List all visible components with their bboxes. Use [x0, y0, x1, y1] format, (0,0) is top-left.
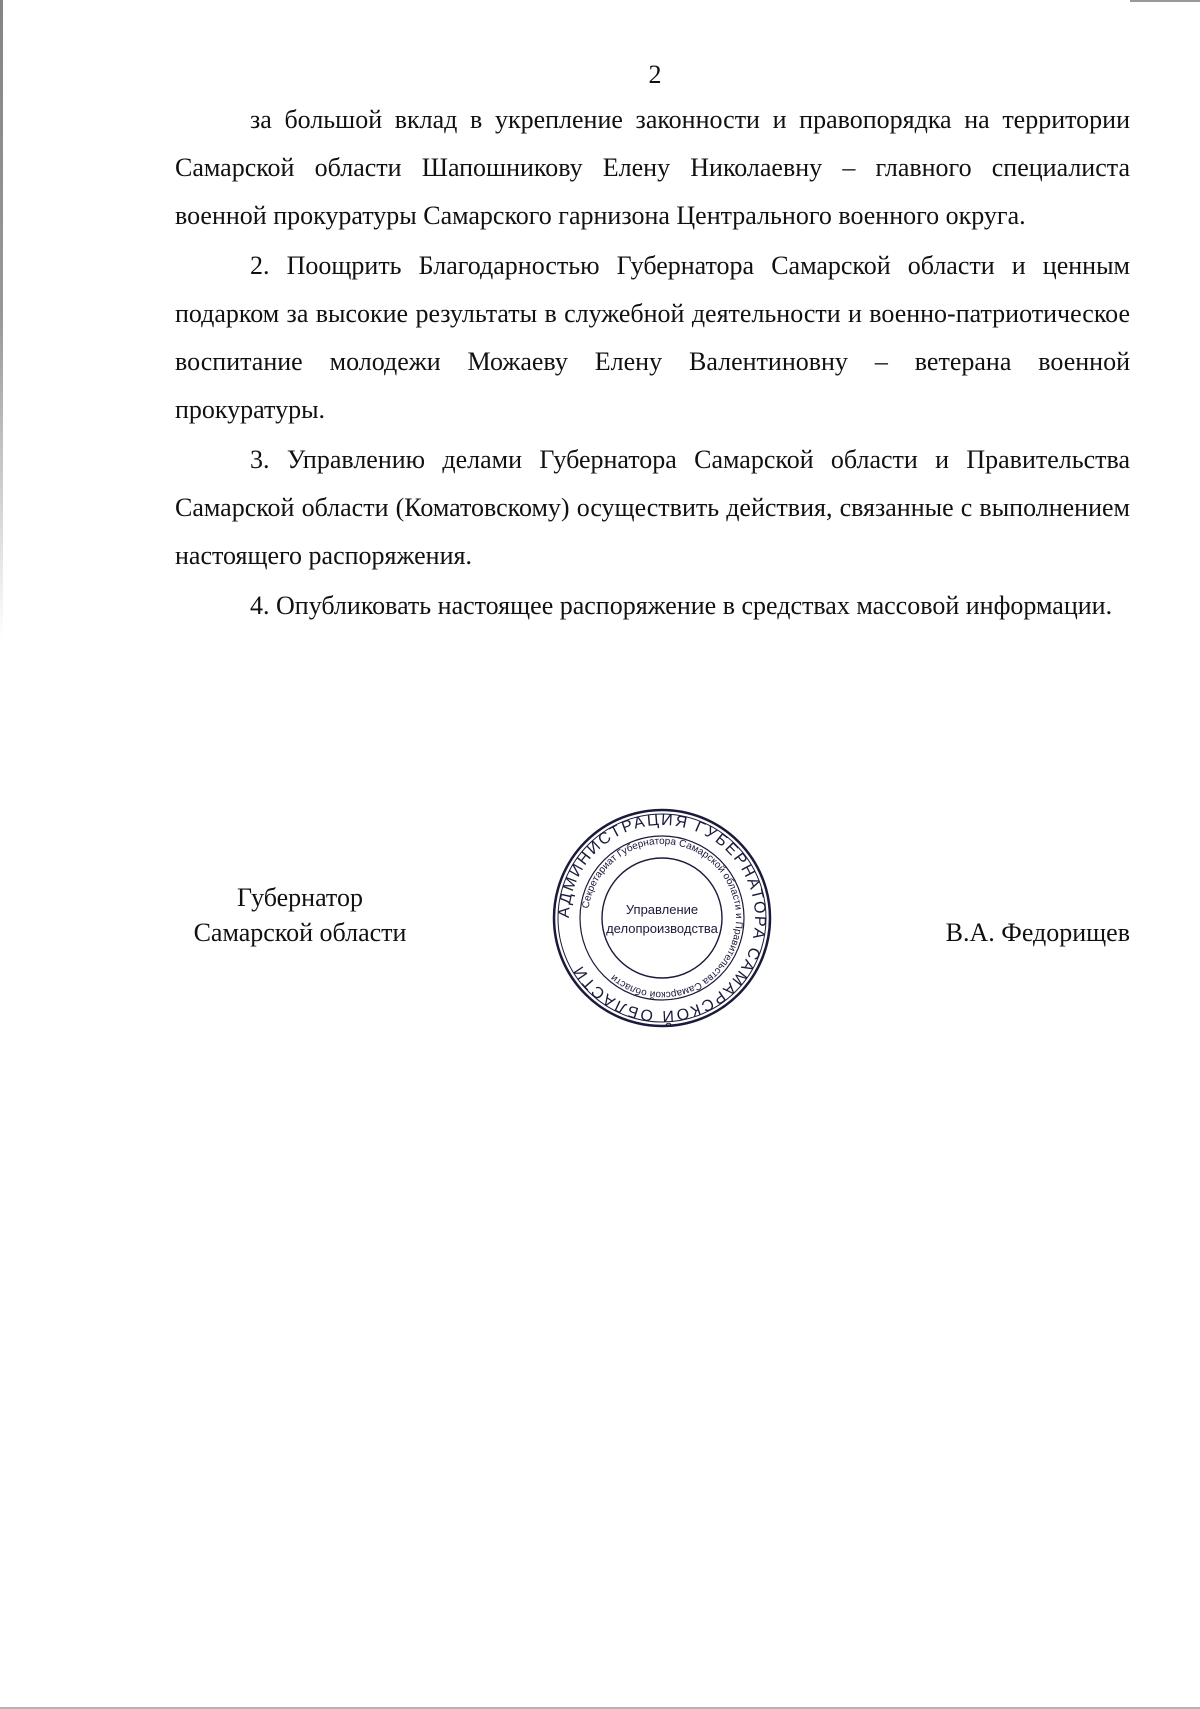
paragraph-2: 2. Поощрить Благодарностью Губернатора Самарской области и ценным подарком за высокие результаты в служебной деятельности и военно-патриотическое воспитание молодежи Можаеву Елену Валентиновну – ветерана военной прокуратуры. [175, 251, 1130, 424]
signatory-position-line2: Самарской области [193, 918, 407, 947]
signatory-position-line1: Губернатор [237, 883, 363, 912]
paragraph-1: за большой вклад в укрепление законности и правопорядка на территории Самарской области Шапошникову Елену Николаевну – главного специалиста военной прокуратуры Самарского гарнизона Центрального военного округа. [175, 105, 1130, 230]
stamp-center-line2: делопроизводства [606, 921, 718, 936]
signatory-position [170, 880, 430, 950]
official-seal-stamp [550, 806, 774, 1030]
stamp-outer-text: АДМИНИСТРАЦИЯ ГУБЕРНАТОРА САМАРСКОЙ ОБЛАСТИ [555, 811, 769, 1025]
stamp-inner-text: Секретариат Губернатора Самарской области и Правительства Самарской области [580, 835, 745, 1001]
stamp-center-line1: Управление [625, 902, 699, 917]
document-body [175, 96, 1130, 632]
paragraph-3: 3. Управлению делами Губернатора Самарской области и Правительства Самарской области (Коматовскому) осуществить действия, связанные с выполнением настоящего распоряжения. [175, 445, 1130, 570]
page-number: 2 [648, 60, 662, 89]
paragraph-4: 4. Опубликовать настоящее распоряжение в средствах массовой информации. [250, 591, 1113, 620]
scan-edge-left [0, 0, 3, 640]
scan-edge-top [1130, 0, 1200, 2]
signatory-name: В.А. Федорищев [945, 918, 1130, 947]
